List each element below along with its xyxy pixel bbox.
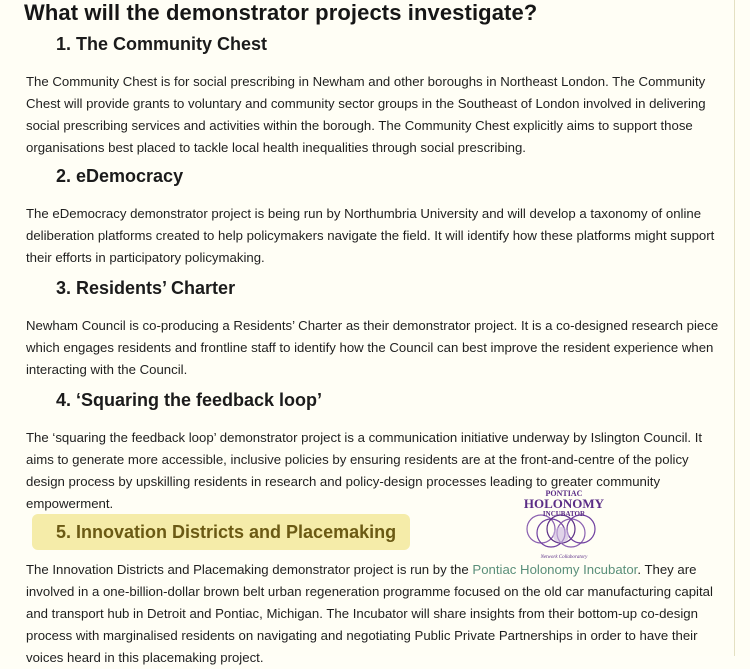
section-heading-edemocracy: 2. eDemocracy [56, 166, 184, 186]
section-body-edemocracy: The eDemocracy demonstrator project is being run by Northumbria University and will develop a taxonomy of online deliberation platforms created to help policymakers navigate the field. It will identify how these platforms might support their efforts in participatory policymaking. [26, 206, 715, 265]
section-heading-innovation-districts: 5. Innovation Districts and Placemaking [56, 522, 397, 542]
page-edge-rule [734, 0, 735, 656]
pontiac-holonomy-incubator-link[interactable]: Pontiac Holonomy Incubator [472, 562, 638, 577]
section-body-feedback-loop: The ‘squaring the feedback loop’ demonstrator project is a communication initiative underway by Islington Council. It aims to generate more accessible, inclusive policies by ensuring residents are at the front-and-centre of the policy design process by upskilling residents in research and policy-design processes leading to greater community empowerment. [26, 430, 703, 511]
logo-line2: HOLONOMY [523, 496, 605, 511]
section-heading-feedback-loop: 4. ‘Squaring the feedback loop’ [56, 390, 323, 410]
logo-line1: PONTIAC [545, 489, 583, 498]
page-title: What will the demonstrator projects investigate? [24, 0, 538, 25]
section-body-innovation-districts [26, 559, 731, 669]
body-text: . They are involved in a one-billion-dollar brown belt urban regeneration programme focused on the old car manufacturing capital and transport hub in Detroit and Pontiac, Michigan. The Incubator will share insights from their bottom-up co-design process with marginalised residents on navigating and negotiating Public Private Partnerships in order to have their voices heard in this placemaking project. [26, 562, 713, 665]
logo-line3: INCUBATOR [542, 510, 586, 518]
section-body-residents-charter: Newham Council is co-producing a Residents’ Charter as their demonstrator project. It is a co-designed research piece which engages residents and frontline staff to identify how the Council can best improve the resident experience when interacting with the Council. [26, 318, 719, 377]
pontiac-holonomy-incubator-logo [505, 487, 623, 561]
section-heading-residents-charter: 3. Residents’ Charter [56, 278, 236, 298]
section-heading-community-chest: 1. The Community Chest [56, 34, 268, 54]
logo-tagline: Network Collaboratory [540, 555, 588, 560]
logo-circles [527, 515, 595, 547]
section-body-community-chest: The Community Chest is for social prescribing in Newham and other boroughs in Northeast London. The Community Chest will provide grants to voluntary and community sector groups in the Southeast of London involved in delivering social prescribing services and activities within the borough. The Community Chest explicitly aims to support those organisations best placed to tackle local health inequalities through social prescribing. [26, 74, 706, 155]
body-text: The Innovation Districts and Placemaking demonstrator project is run by the [26, 562, 473, 577]
